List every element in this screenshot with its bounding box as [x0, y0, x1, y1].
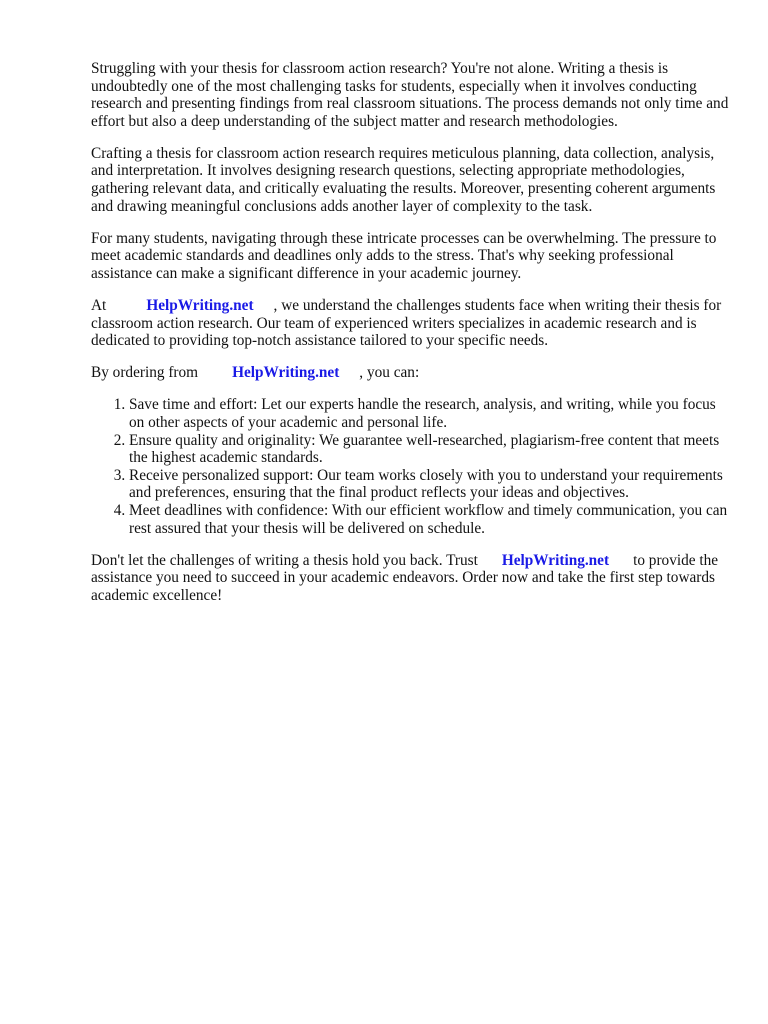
intro-paragraph: Struggling with your thesis for classroom action research? You're not alone. Writing a thesis is undoubtedly one of the most challenging tasks for students, especially when it involves conducting research and presenting findings from real classroom situations. The process demands not only time and effort but also a deep understanding of the subject matter and research methodologies.: [91, 60, 729, 130]
list-item: 1. Save time and effort: Let our experts handle the research, analysis, and writing, while you focus on other aspects of your academic and personal life.: [129, 396, 731, 431]
at-suffix: , we understand the challenges students face when writing their thesis for classroom action research. Our team of experienced writers specializes in academic research and is dedicated to providing top-notch assistance tailored to your specific needs.: [91, 297, 722, 350]
ordering-suffix: , you can:: [359, 364, 420, 382]
helpwriting-link-1[interactable]: HelpWriting.net: [146, 297, 254, 315]
list-item: 4. Meet deadlines with confidence: With our efficient workflow and timely communication, you can rest assured that your thesis will be delivered on schedule.: [129, 502, 731, 537]
ordering-prefix: By ordering from: [91, 364, 199, 382]
at-paragraph: [91, 297, 731, 350]
crafting-paragraph: Crafting a thesis for classroom action research requires meticulous planning, data collection, analysis, and interpretation. It involves designing research questions, selecting appropriate methodologies, gathering relevant data, and critically evaluating the results. Moreover, presenting coherent arguments and drawing meaningful conclusions adds another layer of complexity to the task.: [91, 144, 716, 215]
closing-suffix: to provide the assistance you need to succeed in your academic endeavors. Order now and take the first step towards academic excellence!: [91, 551, 719, 604]
document-body: [91, 60, 731, 619]
helpwriting-link-2[interactable]: HelpWriting.net: [232, 364, 340, 382]
list-item: 2. Ensure quality and originality: We guarantee well-researched, plagiarism-free content that meets the highest academic standards.: [129, 432, 731, 467]
benefits-list: [91, 396, 731, 537]
closing-paragraph: [91, 552, 731, 605]
list-item: 3. Receive personalized support: Our team works closely with you to understand your requirements and preferences, ensuring that the final product reflects your ideas and objectives.: [129, 467, 731, 502]
students-paragraph: For many students, navigating through these intricate processes can be overwhelming. The pressure to meet academic standards and deadlines only adds to the stress. That's why seeking professional assistance can make a significant difference in your academic journey.: [91, 229, 717, 282]
closing-prefix: Don't let the challenges of writing a thesis hold you back. Trust: [91, 551, 478, 569]
at-prefix: At: [91, 297, 107, 315]
ordering-paragraph: [91, 364, 731, 382]
helpwriting-link-3[interactable]: HelpWriting.net: [501, 551, 610, 569]
